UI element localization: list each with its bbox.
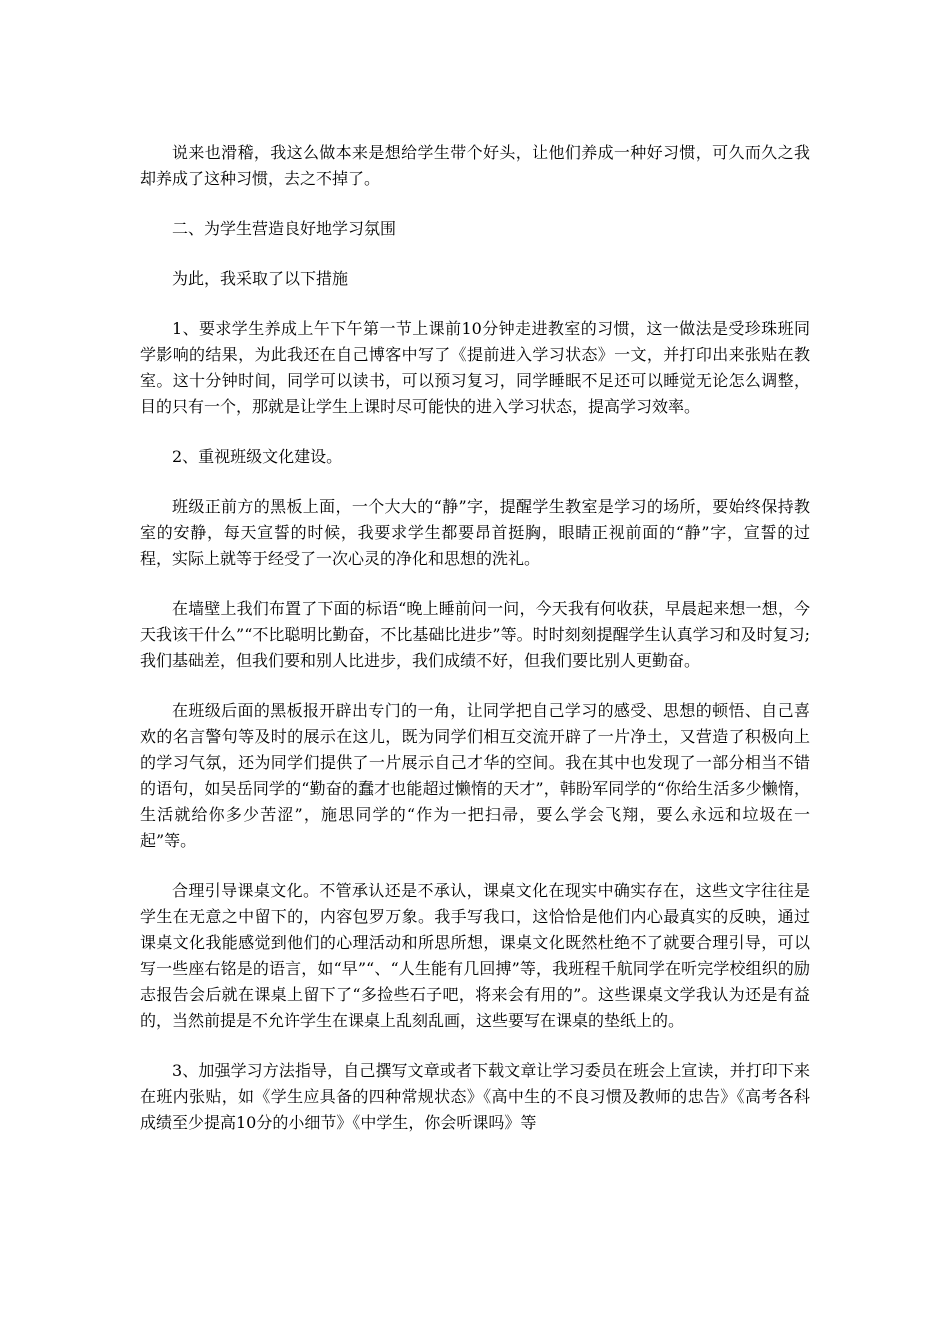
paragraph-blackboard-quiet: 班级正前方的黑板上面，一个大大的“静”字，提醒学生教室是学习的场所，要始终保持教室的安静，每天宣誓的时候，我要求学生都要昂首挺胸，眼睛正视前面的“静”字，宣誓的过程，实际上就等于经受了一次心灵的净化和思想的洗礼。 [140, 497, 810, 568]
section-heading-study-atmosphere: 二、为学生营造良好地学习氛围 [172, 219, 397, 238]
paragraph-desk-culture: 合理引导课桌文化。不管承认还是不承认，课桌文化在现实中确实存在，这些文字往往是学生在无意之中留下的，内容包罗万象。我手写我口，这恰恰是他们内心最真实的反映，通过课桌文化我能感觉到他们的心理活动和所思所想，课桌文化既然杜绝不了就要合理引导，可以写一些座右铭是的语言，如“早”“、“人生能有几回搏”等，我班程千航同学在听完学校组织的励志报告会后就在课桌上留下了“多捡些石子吧，将来会有用的”。这些课桌文学我认为还是有益的，当然前提是不允许学生在课桌上乱刻乱画，这些要写在课桌的垫纸上的。 [140, 881, 810, 1030]
paragraph-measures-intro: 为此，我采取了以下措施 [172, 269, 349, 288]
paragraph-measure-2-heading: 2、重视班级文化建设。 [172, 447, 343, 466]
paragraph-wall-slogans: 在墙壁上我们布置了下面的标语“晚上睡前问一问，今天我有何收获，早晨起来想一想，今天我该干什么”“不比聪明比勤奋，不比基础比进步”等。时时刻刻提醒学生认真学习和及时复习;我们基础差，但我们要和别人比进步，我们成绩不好，但我们要比别人更勤奋。 [140, 599, 810, 670]
paragraph-measure-3: 3、加强学习方法指导，自己撰写文章或者下载文章让学习委员在班会上宣读，并打印下来在班内张贴，如《学生应具备的四种常规状态》《高中生的不良习惯及教师的忠告》《高考各科成绩至少提高10分的小细节》《中学生，你会听课吗》等 [140, 1061, 810, 1132]
paragraph-back-blackboard: 在班级后面的黑板报开辟出专门的一角，让同学把自己学习的感受、思想的顿悟、自己喜欢的名言警句等及时的展示在这儿，既为同学们相互交流开辟了一片净土，又营造了积极向上的学习气氛，还为同学们提供了一片展示自己才华的空间。我在其中也发现了一部分相当不错的语句，如吴岳同学的“勤奋的蠢才也能超过懒惰的天才”，韩盼军同学的“你给生活多少懒惰，生活就给你多少苦涩”，施思同学的“作为一把扫帚，要么学会飞翔，要么永远和垃圾在一起”等。 [140, 701, 810, 850]
document-body [140, 140, 810, 1160]
paragraph-habit-reflection: 说来也滑稽，我这么做本来是想给学生带个好头，让他们养成一种好习惯，可久而久之我却养成了这种习惯，去之不掉了。 [140, 143, 810, 188]
paragraph-measure-1: 1、要求学生养成上午下午第一节上课前10分钟走进教室的习惯，这一做法是受珍珠班同学影响的结果，为此我还在自己博客中写了《提前进入学习状态》一文，并打印出来张贴在教室。这十分钟时间，同学可以读书，可以预习复习，同学睡眠不足还可以睡觉无论怎么调整，目的只有一个，那就是让学生上课时尽可能快的进入学习状态，提高学习效率。 [140, 319, 810, 416]
